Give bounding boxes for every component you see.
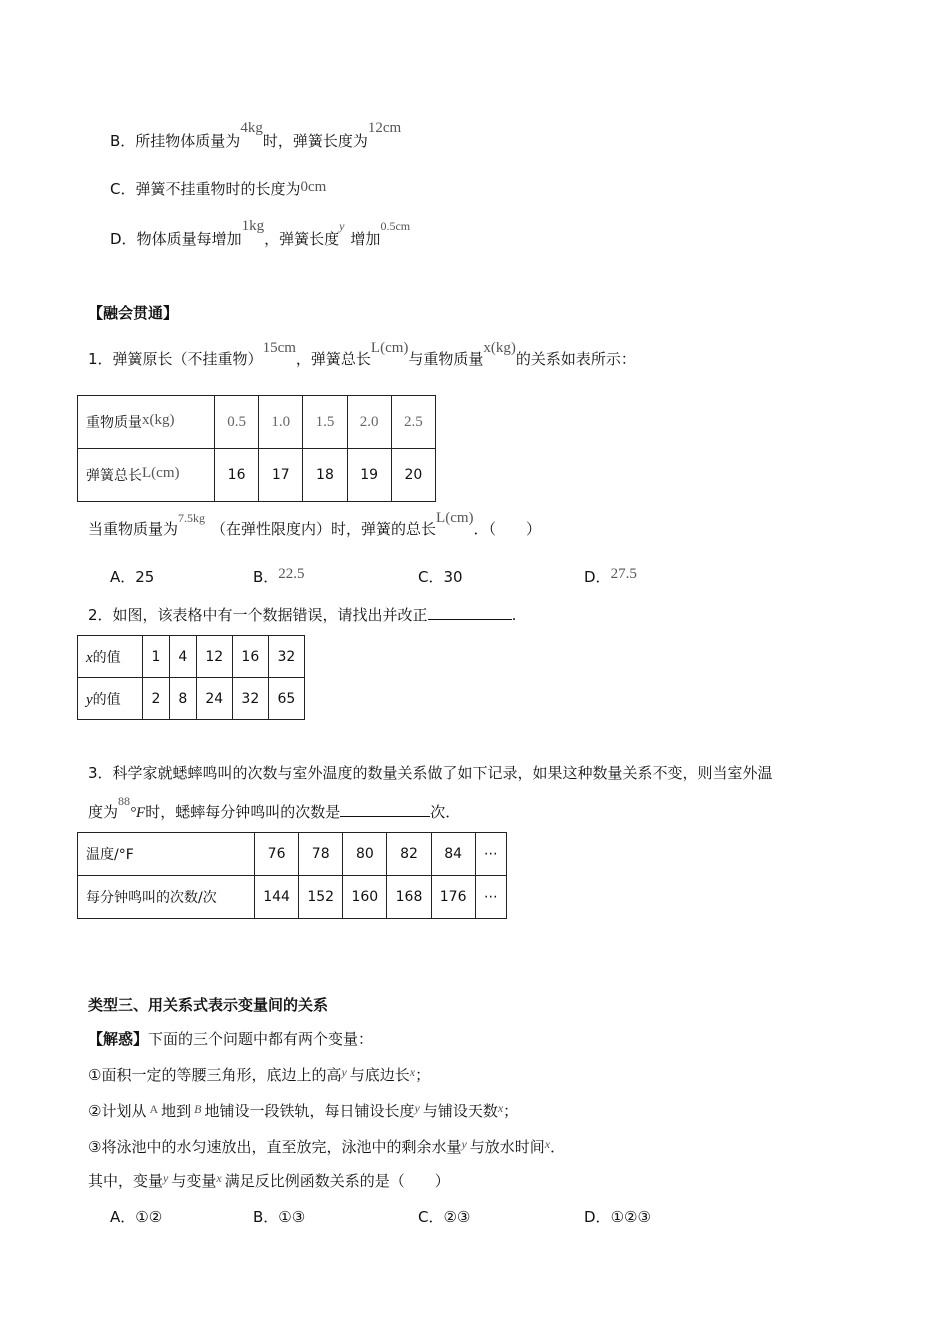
table-row <box>78 833 507 876</box>
question-text: . <box>511 606 517 624</box>
question-number: 3． <box>88 764 113 782</box>
table-cell: 16 <box>232 636 268 678</box>
table-cell: 144 <box>255 876 299 919</box>
table-cell: 2.5 <box>391 396 435 449</box>
q1-option-b[interactable]: B．22.5 <box>253 566 305 586</box>
section-title: 【融会贯通】 <box>88 304 179 322</box>
question-text: 与重物质量 <box>408 350 484 368</box>
option-text: 增加 <box>350 230 381 248</box>
type3-option-a[interactable]: A．①② <box>110 1208 163 1226</box>
table-row <box>78 876 507 919</box>
math-L: L(cm) <box>436 510 474 526</box>
table-row-header: 弹簧总长L(cm) <box>78 449 215 502</box>
type3-title: 类型三、用关系式表示变量间的关系 <box>88 996 329 1014</box>
table-cell: 16 <box>215 449 259 502</box>
prev-option-b <box>110 120 402 153</box>
option-text: 物体质量每增加 <box>136 230 242 248</box>
math-length: 15cm <box>262 340 296 356</box>
intro-label: 【解惑】 <box>88 1030 149 1048</box>
table-cell: 80 <box>343 833 387 876</box>
table-cell: ⋯ <box>475 876 506 919</box>
table-cell: 17 <box>259 449 303 502</box>
question-text: 时，蟋蟀每分钟鸣叫的次数是 <box>145 803 341 821</box>
type3-option-c[interactable]: C．②③ <box>418 1208 471 1226</box>
math-temp: 88 <box>118 794 131 808</box>
math-var: y <box>339 219 345 233</box>
question-text: ，弹簧总长 <box>295 350 371 368</box>
answer-blank[interactable] <box>428 603 512 620</box>
table-cell: 2 <box>143 678 170 720</box>
table-cell: 168 <box>387 876 431 919</box>
table-cell: 24 <box>196 678 232 720</box>
intro-text: 下面的三个问题中都有两个变量： <box>148 1030 374 1048</box>
question-text: 如图，该表格中有一个数据错误，请找出并改正 <box>112 606 428 624</box>
table-cell: 84 <box>431 833 475 876</box>
table-cell: 152 <box>299 876 343 919</box>
table-row-header: 每分钟鸣叫的次数/次 <box>78 876 255 919</box>
math-x: x(kg) <box>483 340 516 356</box>
table-cell: 65 <box>268 678 304 720</box>
math-length: 0.5cm <box>380 219 411 233</box>
type3-option-b[interactable]: B．①③ <box>253 1208 306 1226</box>
table-cell: 19 <box>347 449 391 502</box>
q3-table <box>77 832 507 919</box>
table-row <box>78 396 436 449</box>
q2-stem <box>88 603 516 626</box>
math-mass: 1kg <box>241 218 265 234</box>
table-cell: 78 <box>299 833 343 876</box>
table-cell: 18 <box>303 449 347 502</box>
type3-item-1: ①面积一定的等腰三角形，底边上的高$^y$ 与底边长$^x$； <box>88 1065 431 1084</box>
table-row-header: y的值 <box>78 678 143 720</box>
q1-option-d[interactable]: D．27.5 <box>584 566 637 586</box>
math-unit: °F <box>130 805 146 821</box>
option-text: ，弹簧长度 <box>264 230 340 248</box>
math-L: L(cm) <box>370 340 409 356</box>
table-cell: 1.0 <box>259 396 303 449</box>
table-row <box>78 449 436 502</box>
type3-item-2: ②计划从 $^A$ 地到 $^B$ 地铺设一段铁轨，每日铺设长度$^y$ 与铺设天数$^x$； <box>88 1101 519 1120</box>
option-text: 弹簧不挂重物时的长度为 <box>135 180 301 198</box>
table-row <box>78 678 305 720</box>
math-length: 12cm <box>367 120 402 136</box>
question-text: ．（ ） <box>473 520 542 538</box>
math-mass: 4kg <box>240 120 263 136</box>
question-number: 2． <box>88 606 113 624</box>
q3-stem-line1 <box>88 762 773 784</box>
table-row-header: 温度/°F <box>78 833 255 876</box>
table-cell: 176 <box>431 876 475 919</box>
q1-question <box>88 510 542 541</box>
question-text: （在弹性限度内）时，弹簧的总长 <box>211 520 437 538</box>
option-label: B． <box>110 132 136 150</box>
table-cell: 1.5 <box>303 396 347 449</box>
q3-stem-line2 <box>88 794 461 824</box>
option-text: 时，弹簧长度为 <box>262 132 368 150</box>
question-text: 当重物质量为 <box>88 520 179 538</box>
option-text: 所挂物体质量为 <box>135 132 241 150</box>
question-text: 的关系如表所示： <box>515 350 636 368</box>
table-row <box>78 636 305 678</box>
q1-table <box>77 395 436 502</box>
q1-stem <box>88 340 636 371</box>
question-text: 弹簧原长（不挂重物） <box>112 350 263 368</box>
q1-option-c[interactable]: C．30 <box>418 568 463 586</box>
table-row-header: x的值 <box>78 636 143 678</box>
table-cell: 2.0 <box>347 396 391 449</box>
type3-option-d[interactable]: D．①②③ <box>584 1208 651 1226</box>
answer-blank[interactable] <box>340 800 430 817</box>
table-cell: 4 <box>169 636 196 678</box>
type3-item-3: ③将泳池中的水匀速放出，直至放完，泳池中的剩余水量$^y$ 与放水时间$^x$． <box>88 1137 566 1156</box>
table-cell: ⋯ <box>475 833 506 876</box>
q1-option-a[interactable]: A．25 <box>110 568 155 586</box>
question-text: 科学家就蟋蟀鸣叫的次数与室外温度的数量关系做了如下记录，如果这种数量关系不变，则当室外温 <box>112 764 773 782</box>
table-cell: 20 <box>391 449 435 502</box>
table-cell: 82 <box>387 833 431 876</box>
prev-option-c <box>110 178 326 201</box>
table-cell: 76 <box>255 833 299 876</box>
table-cell: 0.5 <box>215 396 259 449</box>
prev-option-d <box>110 218 411 251</box>
table-cell: 32 <box>268 636 304 678</box>
table-cell: 32 <box>232 678 268 720</box>
option-label: D． <box>110 230 137 248</box>
table-cell: 160 <box>343 876 387 919</box>
math-mass: 7.5kg <box>178 511 206 525</box>
question-number: 1． <box>88 350 113 368</box>
table-row-header: 重物质量x(kg) <box>78 396 215 449</box>
type3-question: 其中，变量$^y$ 与变量$^x$ 满足反比例函数关系的是（ ） <box>88 1171 450 1190</box>
table-cell: 8 <box>169 678 196 720</box>
option-label: C． <box>110 180 136 198</box>
type3-intro <box>88 1028 373 1050</box>
question-text: 度为 <box>88 803 119 821</box>
table-cell: 1 <box>143 636 170 678</box>
q2-table <box>77 635 305 720</box>
question-text: 次． <box>430 803 461 821</box>
table-cell: 12 <box>196 636 232 678</box>
math-length: 0cm <box>300 179 327 195</box>
